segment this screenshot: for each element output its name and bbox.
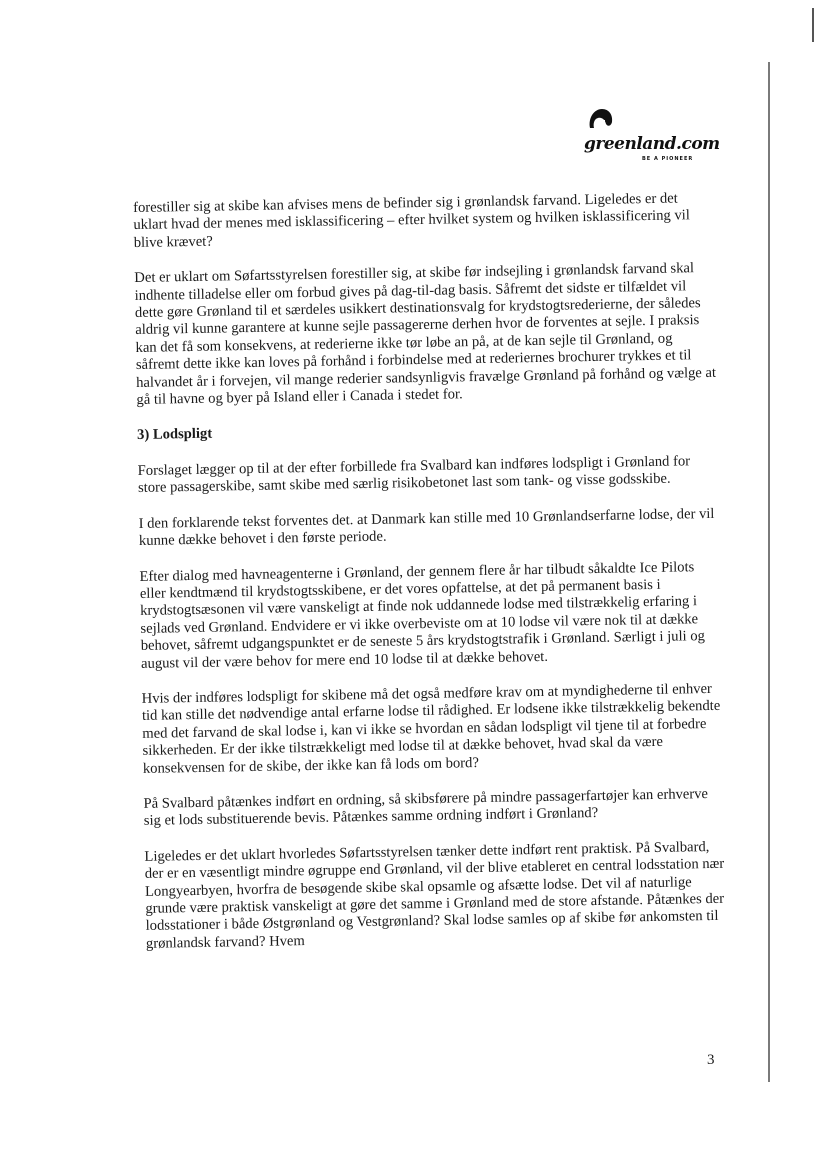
logo-wordmark: greenland.com <box>584 134 720 154</box>
paragraph-tilladelse: Det er uklart om Søfartsstyrelsen forestiller sig, at skibe før indsejling i grønlandsk farvand skal indhente tilladelse eller om forbud gives på dag-til-dag basis. Såfremt det sidste er tilfældet vil dette gøre Grønland til et særdeles usikkert destinationsvalg for krydstogtsrederierne, der således aldrig vil kunne garantere at kunne sejle passagererne derhen hvor de forventes at sejle. I praksis kan det få som konsekvens, at rederierne ikke tør løbe an på, at de kan sejle til Grønland, og såfremt dette ikke kan loves på forhånd i forbindelse med at rederiernes brochurer trykkes et til halvandet år i forvejen, vil mange rederier sandsynligvis fravælge Grønland på forhånd og vælge at gå til havne og byer på Island eller i Canada i stedet for. <box>134 260 717 409</box>
scan-edge-mark <box>812 8 814 42</box>
paragraph-praktisk: Ligeledes er det uklart hvorledes Søfartsstyrelsen tænker dette indført rent praktisk. På Svalbard, der er en væsentligt mindre øgruppe end Grønland, vil der blive etableret en central lodsstation nær Longyearbyen, hvorfra de besøgende skibe skal opsamle og afsætte lodse. Det vil af naturlige grunde være praktisk vanskeligt at gøre det samme i Grønland med de store afstande. Påtænkes der lodsstationer i både Østgrønland og Vestgrønland? Skal lodse samles op af skibe før ankomsten til grønlandsk farvand? Hvem <box>144 838 725 952</box>
document-body <box>133 190 726 971</box>
paragraph-myndighederne: Hvis der indføres lodspligt for skibene må det også medføre krav om at myndighederne til enhver tid kan stille det nødvendige antal erfarne lodse til rådighed. Er lodsene ikke tilstrækkelig bekendte med det farvand de skal lodse i, kan vi ikke se hvordan en sådan lodspligt vil tjene til at forbedre sikkerheden. Er der ikke tilstrækkeligt med lodse til at dække behovet, hvad skal da være konsekvensen for de skibe, der ikke kan få lods om bord? <box>141 680 721 777</box>
pioneer-figure-icon <box>586 106 614 132</box>
paragraph-svalbard-ordning: På Svalbard påtænkes indført en ordning, så skibsførere på mindre passagerfartøjer kan erhverve sig et lods substituerende bevis. Påtænkes samme ordning indført i Grønland? <box>143 786 709 830</box>
paragraph-forslaget: Forslaget lægger op til at der efter forbillede fra Svalbard kan indføres lodspligt i Grønland for store passagerskibe, samt skibe med særlig risikobetonet last som tank- og visse godsskibe. <box>137 453 691 497</box>
paragraph-forklarende-tekst: I den forklarende tekst forventes det. at Danmark kan stille med 10 Grønlandserfarne lodse, der vil kunne dække behovet i den første periode. <box>138 505 715 550</box>
paragraph-isklassificering: forestiller sig at skibe kan afvises mens de befinder sig i grønlandsk farvand. Ligeledes er det uklart hvad der menes med isklassificering – efter hvilket system og hvilken isklassificering vil blive krævet? <box>133 190 690 251</box>
paragraph-havneagenterne: Efter dialog med havneagenterne i Grønland, der gennem flere år har tilbudt såkaldte Ice Pilots eller kendtmænd til krydstogtsskibene, er det vores opfattelse, at det på permanent basis i krydstogtsæsonen vil være vanskeligt at finde nok uddannede lodse med tilstrækkelig erfaring i sejlads ved Grønland. Endvidere er vi ikke overbeviste om at 10 lodse vil være nok til at dække behovet, såfremt udgangspunktet er de seneste 5 års krydstogtstrafik i Grønland. Særligt i juli og august vil der være behov for mere end 10 lodse til at dække behovet. <box>139 558 706 672</box>
section-heading-lodspligt: 3) Lodspligt <box>136 426 213 444</box>
page-number: 3 <box>707 1052 715 1068</box>
scan-edge-line <box>768 62 770 1082</box>
logo-tagline: BE A PIONEER <box>642 156 694 162</box>
greenland-logo <box>578 106 720 166</box>
